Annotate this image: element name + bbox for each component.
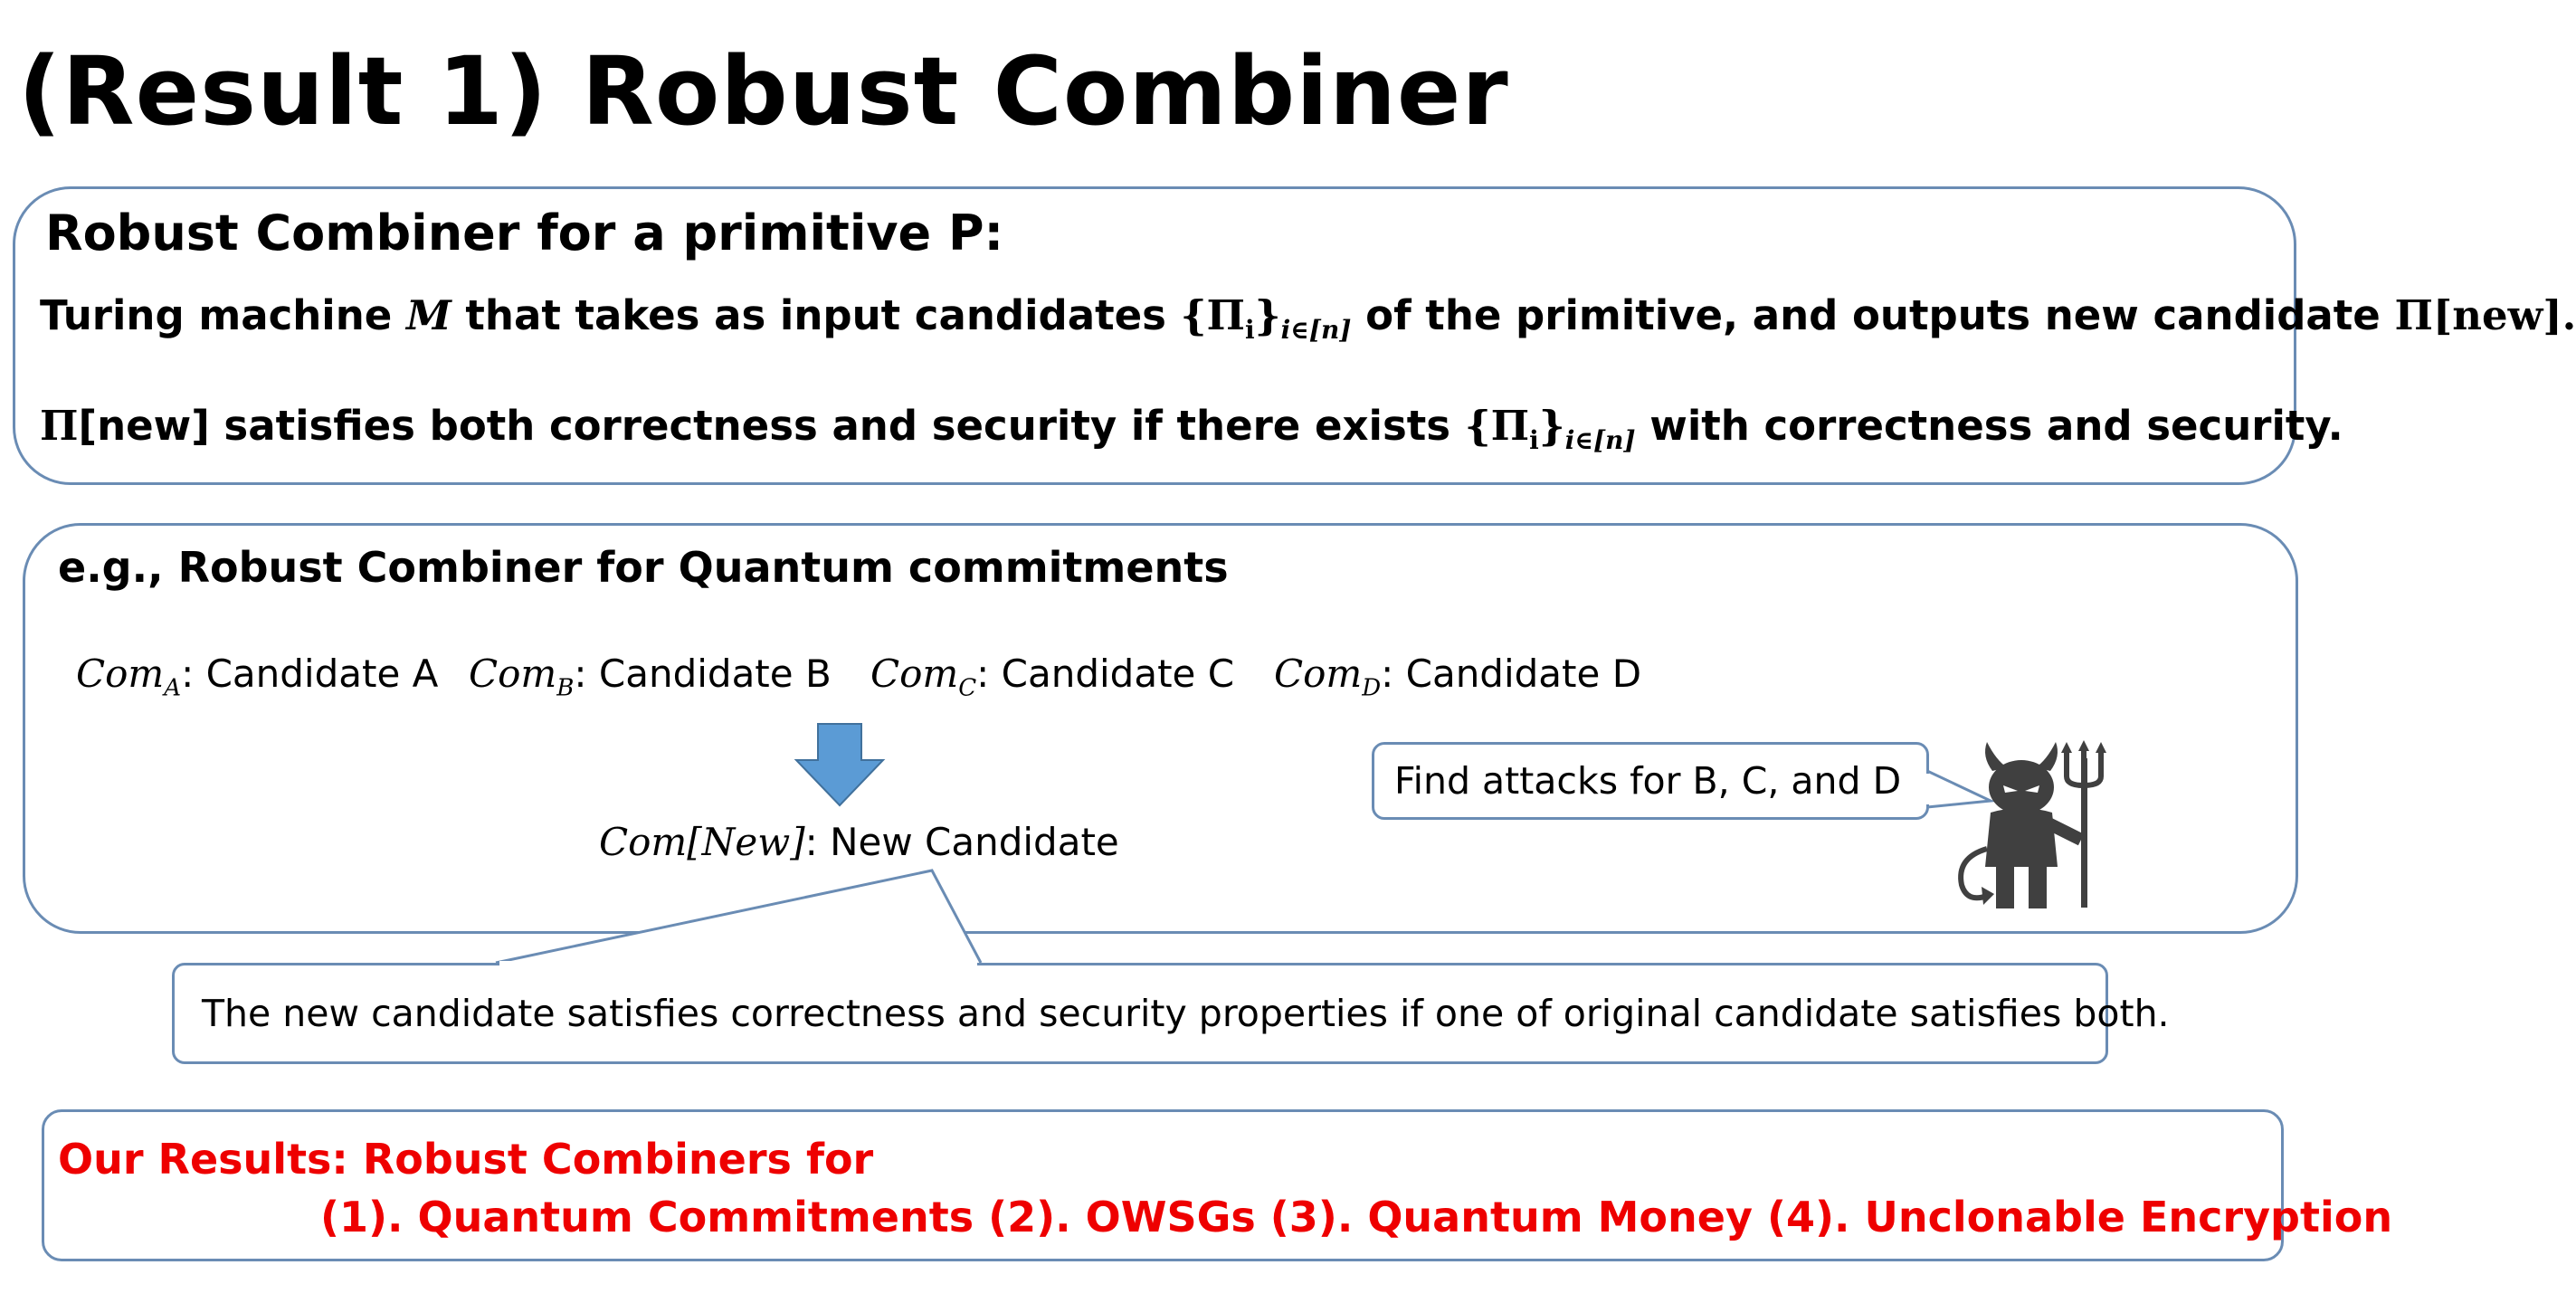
pi-symbol: Π	[40, 402, 79, 450]
candidate-set-symbol: $\{\Pi_i\}_{i\in[n]}$	[1180, 291, 1352, 345]
candidate-set-symbol-2: $\{\Pi_i\}_{i\in[n]}$	[1464, 402, 1636, 455]
candidate-c: Com$_C$: Candidate C	[870, 652, 1235, 702]
line1-pre: Turing machine	[40, 291, 406, 339]
new-candidate-symbol: Π[new].	[2394, 291, 2576, 339]
turing-machine-symbol: M	[405, 291, 452, 339]
candidate-a: Com$_A$: Candidate A	[76, 652, 439, 702]
example-heading: e.g., Robust Combiner for Quantum commitments	[58, 543, 1229, 592]
results-heading: Our Results: Robust Combiners for	[58, 1135, 874, 1184]
note-callout: The new candidate satisfies correctness and security properties if one of original candidate satisfies both.	[172, 963, 2108, 1064]
line2-pre: [new] satisfies both correctness and security if there exists	[78, 402, 1465, 450]
line1-mid: that takes as input candidates	[451, 291, 1181, 339]
new-candidate: Com[New]: New Candidate	[599, 820, 1119, 864]
candidate-d: Com$_D$: Candidate D	[1274, 652, 1642, 702]
attacker-callout: Find attacks for B, C, and D	[1372, 742, 1929, 820]
line1-post: of the primitive, and outputs new candidate	[1351, 291, 2395, 339]
candidate-b: Com$_B$: Candidate B	[469, 652, 832, 702]
line2-post: with correctness and security.	[1635, 402, 2343, 450]
page-title: (Result 1) Robust Combiner	[18, 36, 1509, 147]
results-list: (1). Quantum Commitments (2). OWSGs (3). Quantum Money (4). Unclonable Encryption	[320, 1193, 2393, 1241]
definition-heading: Robust Combiner for a primitive P:	[45, 204, 1004, 262]
